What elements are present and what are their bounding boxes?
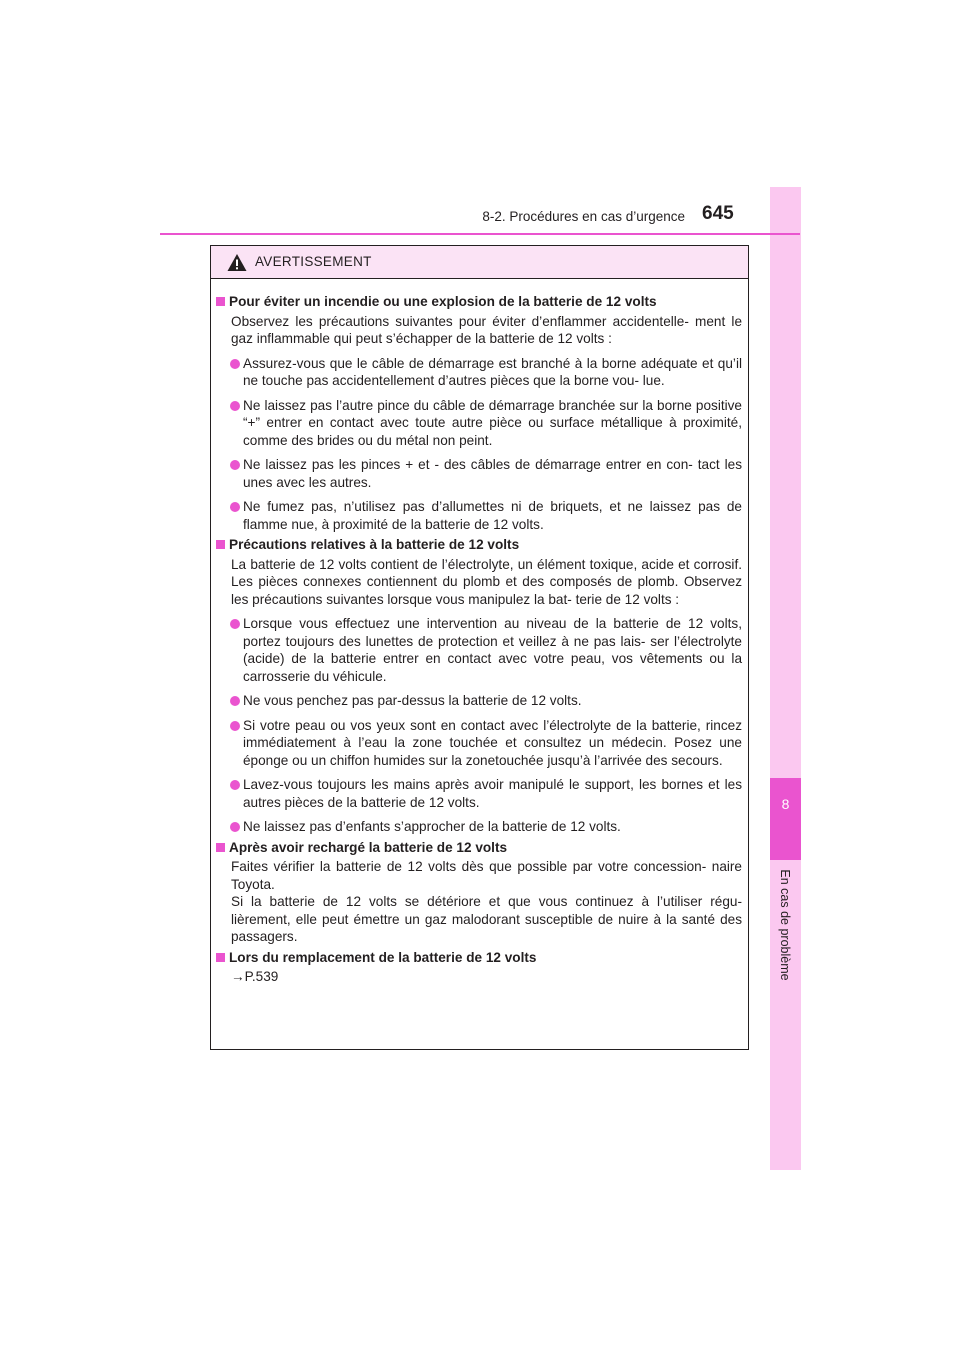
list-item: Ne vous penchez pas par-dessus la batterie de 12 volts.	[216, 692, 742, 710]
warning-content	[211, 279, 748, 986]
bullet-dot-icon	[230, 822, 240, 832]
list-item: Lorsque vous effectuez une intervention au niveau de la batterie de 12 volts, portez toujours des lunettes de protection et veillez à ne pas lais- ser l’électrolyte (acide) de la batterie entrer en contact avec votre peau, vos vêtements ou la carrosserie du véhicule.	[216, 615, 742, 685]
square-bullet-icon	[216, 540, 225, 549]
section-heading: Pour éviter un incendie ou une explosion de la batterie de 12 volts	[216, 293, 742, 311]
warning-triangle-icon	[227, 253, 247, 272]
square-bullet-icon	[216, 843, 225, 852]
bullet-dot-icon	[230, 619, 240, 629]
paragraph: La batterie de 12 volts contient de l’électrolyte, un élément toxique, acide et corrosif. Les pièces connexes contiennent du plomb et des composés de plomb. Observez les précautions suivantes lorsque vous manipulez la bat- terie de 12 volts :	[231, 556, 742, 607]
paragraph: Observez les précautions suivantes pour éviter d’enflammer accidentelle- ment le gaz inflammable qui peut s’échapper de la batterie de 12 volts :	[231, 313, 742, 346]
bullet-dot-icon	[230, 721, 240, 731]
warning-box	[210, 245, 749, 1050]
page-reference: →P.539	[231, 969, 279, 984]
bullet-dot-icon	[230, 696, 240, 706]
bullet-dot-icon	[230, 401, 240, 411]
list-item: Ne laissez pas l’autre pince du câble de démarrage branchée sur la borne positive “+” entrer en contact avec toute autre pièce ou surface métallique à proximité, comme des brides ou du métal non peint.	[216, 397, 742, 450]
section-heading: Lors du remplacement de la batterie de 12 volts	[216, 949, 742, 967]
bullet-dot-icon	[230, 460, 240, 470]
bullet-dot-icon	[230, 502, 240, 512]
chapter-label: En cas de problème	[778, 869, 792, 981]
square-bullet-icon	[216, 953, 225, 962]
list-item: Ne fumez pas, n’utilisez pas d’allumettes ni de briquets, et ne laissez pas de flamme nue, à proximité de la batterie de 12 volts.	[216, 498, 742, 533]
paragraph: Si la batterie de 12 volts se détériore et que vous continuez à l’utiliser régu- lièrement, elle peut émettre un gaz malodorant susceptible de nuire à la santé des passagers.	[231, 894, 742, 944]
warning-title: AVERTISSEMENT	[255, 254, 372, 269]
header-divider	[160, 233, 800, 235]
page-number: 645	[702, 203, 734, 224]
bullet-dot-icon	[230, 780, 240, 790]
list-item: Ne laissez pas les pinces + et - des câbles de démarrage entrer en con- tact les unes avec les autres.	[216, 456, 742, 491]
section-heading: Précautions relatives à la batterie de 12 volts	[216, 536, 742, 554]
chapter-tab	[770, 778, 801, 860]
list-item: Assurez-vous que le câble de démarrage est branché à la borne adéquate et qu’il ne touche pas accidentellement d’autres pièces que la borne vou- lue.	[216, 355, 742, 390]
list-item: Si votre peau ou vos yeux sont en contact avec l’électrolyte de la batterie, rincez immédiatement à l’eau la zone touchée et consultez un médecin. Posez une éponge ou un chiffon humides sur la zonetouchée jusqu’à l’arrivée des secours.	[216, 717, 742, 770]
warning-header	[211, 246, 748, 279]
list-item: Lavez-vous toujours les mains après avoir manipulé le support, les bornes et les autres pièces de la batterie de 12 volts.	[216, 776, 742, 811]
list-item: Ne laissez pas d’enfants s’approcher de la batterie de 12 volts.	[216, 818, 742, 836]
chapter-number: 8	[781, 796, 790, 812]
side-chapter-strip	[770, 187, 801, 1170]
bullet-dot-icon	[230, 359, 240, 369]
section-title: 8-2. Procédures en cas d’urgence	[482, 209, 685, 224]
paragraph: Faites vérifier la batterie de 12 volts dès que possible par votre concession- naire Toyota.	[231, 859, 742, 892]
section-heading: Après avoir rechargé la batterie de 12 volts	[216, 839, 742, 857]
square-bullet-icon	[216, 297, 225, 306]
